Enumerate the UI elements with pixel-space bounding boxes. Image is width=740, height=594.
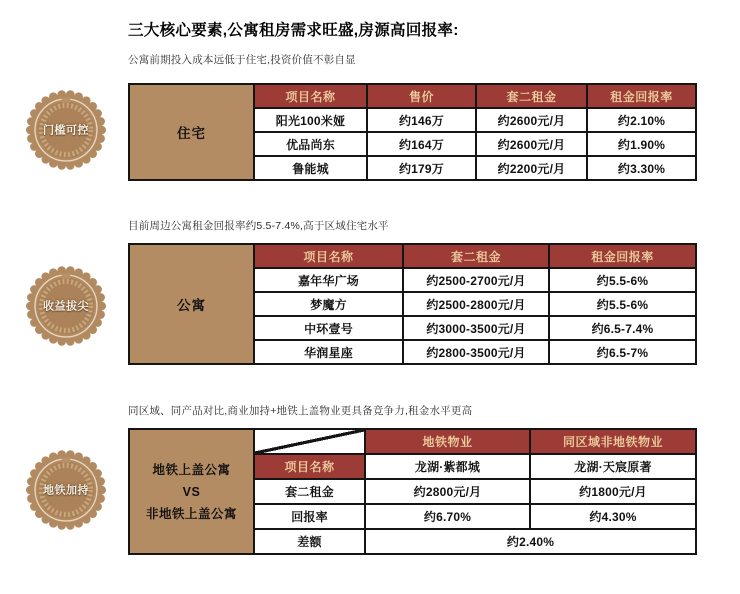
column-header: 套二租金 (403, 244, 549, 268)
row-header-roi: 回报率 (254, 504, 365, 529)
vs-line-3: 非地铁上盖公寓 (145, 506, 237, 521)
table-header-row (129, 429, 696, 454)
rent-cell: 约3000-3500元/月 (403, 316, 549, 340)
category-cell-metro-vs (129, 429, 254, 554)
metro-compare-table (128, 428, 697, 555)
category-cell-residential: 住宅 (129, 84, 254, 180)
roi-cell: 约1.90% (587, 132, 696, 156)
rent-cell: 约1800元/月 (530, 479, 696, 504)
project-name: 华润星座 (254, 340, 403, 364)
row-header-diff: 差额 (254, 529, 365, 554)
residential-table (128, 83, 697, 181)
section-note-metro: 同区域、同产品对比,商业加持+地铁上盖物业更具备竞争力,租金水平更高 (128, 405, 473, 417)
price-cell: 约179万 (367, 156, 476, 180)
column-header: 售价 (367, 84, 476, 108)
roi-cell: 约2.10% (587, 108, 696, 132)
project-name: 梦魔方 (254, 292, 403, 316)
rent-cell: 约2800元/月 (365, 479, 530, 504)
project-name: 龙湖·天宸原著 (530, 454, 696, 479)
roi-cell: 约5.5-6% (549, 292, 696, 316)
roi-cell: 约3.30% (587, 156, 696, 180)
apartment-table (128, 243, 697, 365)
rent-cell: 约2800-3500元/月 (403, 340, 549, 364)
badge-label: 收益拔尖 (43, 300, 89, 313)
project-name: 鲁能城 (254, 156, 367, 180)
column-header: 套二租金 (476, 84, 587, 108)
roi-cell: 约6.5-7% (549, 340, 696, 364)
section-note-residential: 公寓前期投入成本远低于住宅,投资价值不彰自显 (128, 54, 356, 66)
roi-cell: 约6.70% (365, 504, 530, 529)
badge-metro-boost (23, 447, 109, 533)
column-header-non-metro: 同区域非地铁物业 (530, 429, 696, 454)
diagonal-cell (254, 429, 365, 454)
price-cell: 约146万 (367, 108, 476, 132)
rent-cell: 约2600元/月 (476, 108, 587, 132)
badge-label: 地铁加持 (43, 484, 89, 497)
column-header: 租金回报率 (549, 244, 696, 268)
vs-line-2: VS (182, 484, 201, 499)
roi-cell: 约4.30% (530, 504, 696, 529)
column-header: 租金回报率 (587, 84, 696, 108)
column-header: 项目名称 (254, 244, 403, 268)
page-title: 三大核心要素,公寓租房需求旺盛,房源高回报率: (128, 22, 459, 39)
rent-cell: 约2500-2700元/月 (403, 268, 549, 292)
row-header-rent: 套二租金 (254, 479, 365, 504)
badge-top-yield (23, 263, 109, 349)
project-name: 优品尚东 (254, 132, 367, 156)
table-header-row (129, 84, 696, 108)
price-cell: 约164万 (367, 132, 476, 156)
project-name: 龙湖·紫都城 (365, 454, 530, 479)
roi-cell: 约5.5-6% (549, 268, 696, 292)
project-name: 中环壹号 (254, 316, 403, 340)
badge-threshold-controllable (23, 87, 109, 173)
project-name: 阳光100米娅 (254, 108, 367, 132)
rent-cell: 约2200元/月 (476, 156, 587, 180)
rent-cell: 约2600元/月 (476, 132, 587, 156)
row-header-project: 项目名称 (254, 454, 365, 479)
badge-label: 门槛可控 (43, 124, 89, 137)
table-header-row (129, 244, 696, 268)
column-header: 项目名称 (254, 84, 367, 108)
roi-cell: 约6.5-7.4% (549, 316, 696, 340)
vs-line-1: 地铁上盖公寓 (152, 462, 231, 477)
rent-cell: 约2500-2800元/月 (403, 292, 549, 316)
column-header-metro: 地铁物业 (365, 429, 530, 454)
diff-cell: 约2.40% (365, 529, 696, 554)
section-note-apartment: 目前周边公寓租金回报率约5.5-7.4%,高于区域住宅水平 (128, 220, 389, 232)
project-name: 嘉年华广场 (254, 268, 403, 292)
category-cell-apartment: 公寓 (129, 244, 254, 364)
